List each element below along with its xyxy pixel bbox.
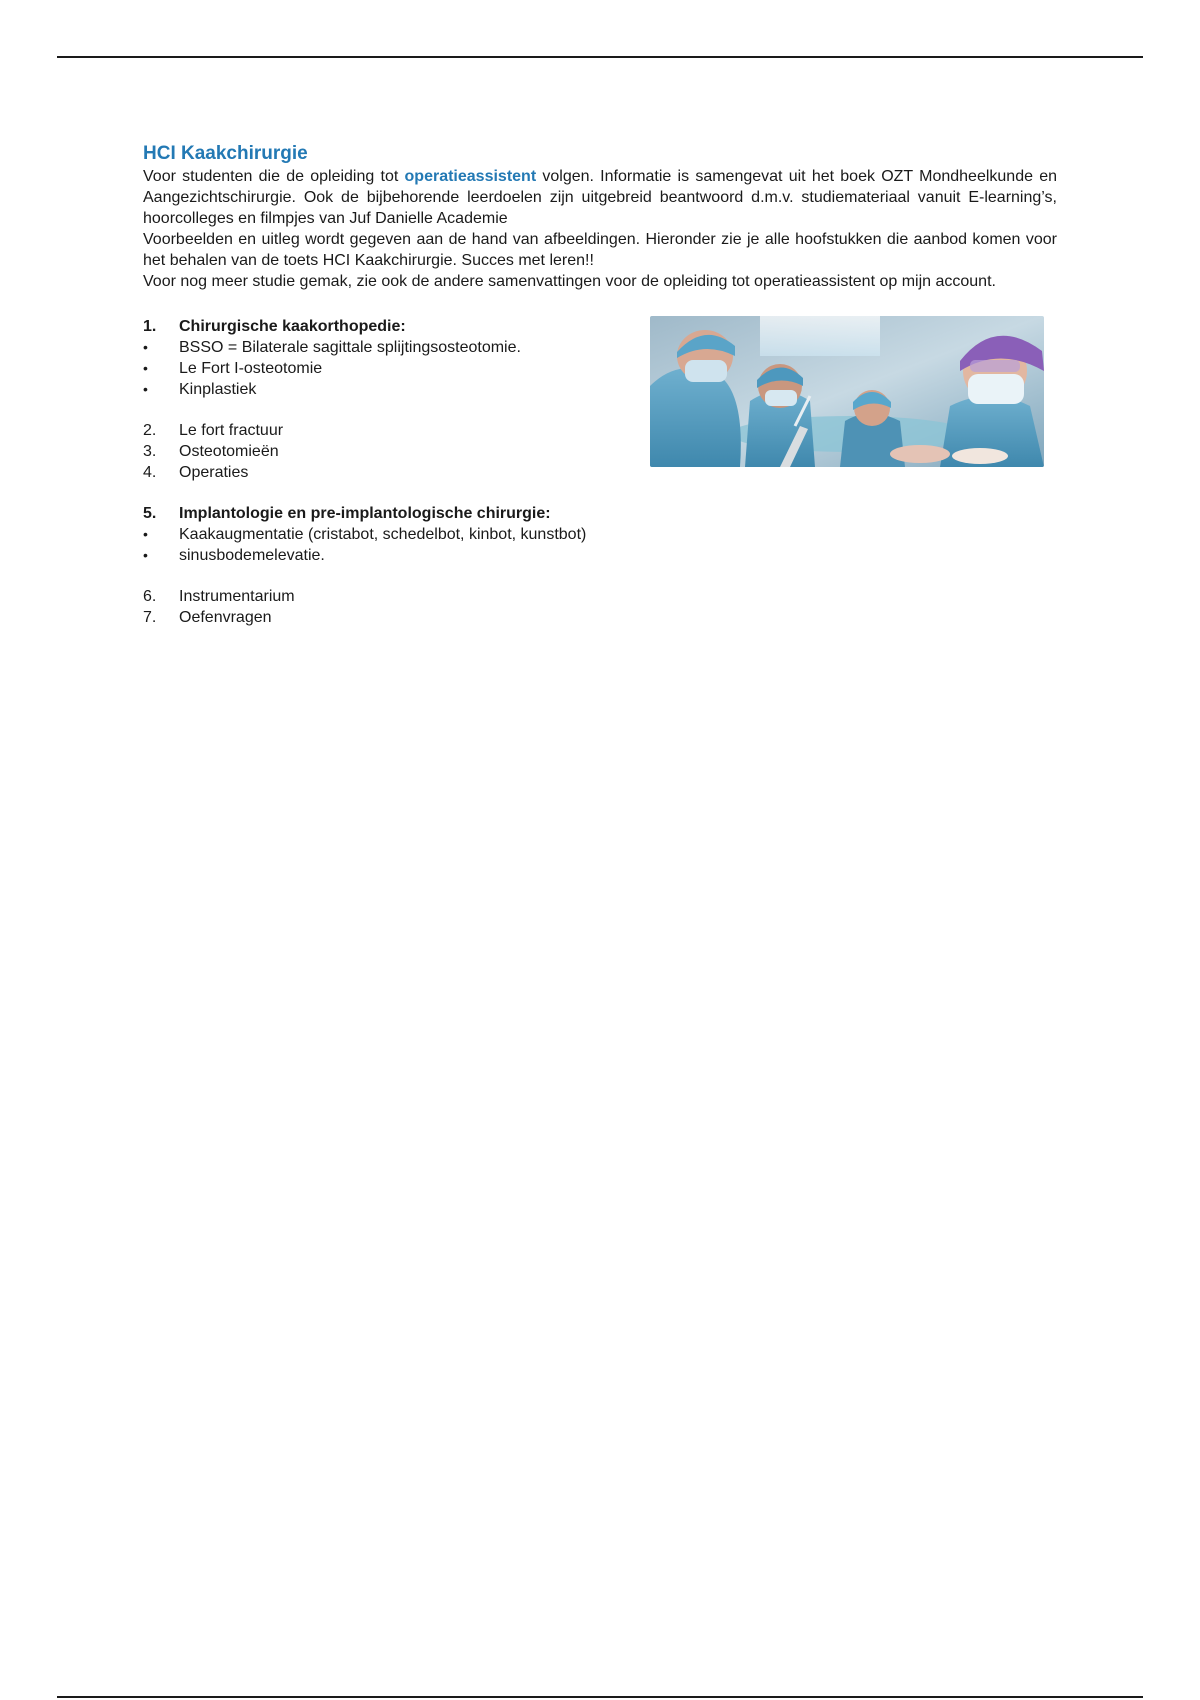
list-item [143,524,1057,545]
chapter-number: 4. [143,464,157,481]
header-rule [57,56,1143,58]
intro-text-a: Voor studenten die de opleiding tot [143,168,405,185]
chapter-title: Implantologie en pre-implantologische chirurgie: [179,505,551,522]
chapter-title: Osteotomieën [179,443,279,460]
bullet-text: Kaakaugmentatie (cristabot, schedelbot, kinbot, kunstbot) [179,526,587,543]
bullet-text: Kinplastiek [179,381,257,398]
spacer [143,566,1057,586]
chapter-heading-7 [143,607,1057,628]
surgery-photo [650,316,1044,467]
chapter-number: 2. [143,422,157,439]
bullet-icon: • [143,360,148,376]
chapter-title: Instrumentarium [179,588,295,605]
chapter-heading-5 [143,503,1057,524]
footer-rule [57,1696,1143,1698]
intro-paragraph-1 [143,166,1057,229]
spacer [143,483,1057,503]
surgery-photo-icon [650,316,1044,467]
document-title: HCI Kaakchirurgie [143,143,308,164]
intro-section [143,166,1057,292]
bullet-text: Le Fort I-osteotomie [179,360,323,377]
chapter-area [143,316,1057,628]
bullet-icon: • [143,339,148,355]
chapter-number: 5. [143,505,157,522]
bullet-icon: • [143,526,148,542]
list-item [143,545,1057,566]
intro-paragraph-3: Voor nog meer studie gemak, zie ook de andere samenvattingen voor de opleiding tot operatieassistent op mijn account. [143,273,996,290]
chapter-title: Chirurgische kaakorthopedie: [179,318,406,335]
chapter-title: Operaties [179,464,249,481]
intro-paragraph-2: Voorbeelden en uitleg wordt gegeven aan de hand van afbeeldingen. Hieronder zie je alle hoofstukken die aanbod komen voor het behalen van de toets HCI Kaakchirurgie. Succes met leren!! [143,231,1057,269]
chapter-title: Oefenvragen [179,609,272,626]
chapter-number: 7. [143,609,157,626]
bullet-text: BSSO = Bilaterale sagittale splijtingsosteotomie. [179,339,521,356]
bullet-text: sinusbodemelevatie. [179,547,325,564]
intro-text-b: volgen. Informatie is samengevat uit het boek OZT Mondheelkunde en Aangezichtschirurgie. Ook de bijbehorende leerdoelen zijn uitgebreid beantwoord d.m.v. studiemateriaal vanuit E-learning’s, hoorcolleges en filmpjes van Juf Danielle Academie [143,168,1058,227]
chapter-number: 3. [143,443,157,460]
bullet-icon: • [143,381,148,397]
highlight-term: operatieassistent [404,168,537,185]
chapter-number: 1. [143,318,157,335]
chapter-title: Le fort fractuur [179,422,284,439]
chapter-heading-6 [143,586,1057,607]
chapter-number: 6. [143,588,157,605]
document-body [143,143,1057,628]
bullet-icon: • [143,547,148,563]
